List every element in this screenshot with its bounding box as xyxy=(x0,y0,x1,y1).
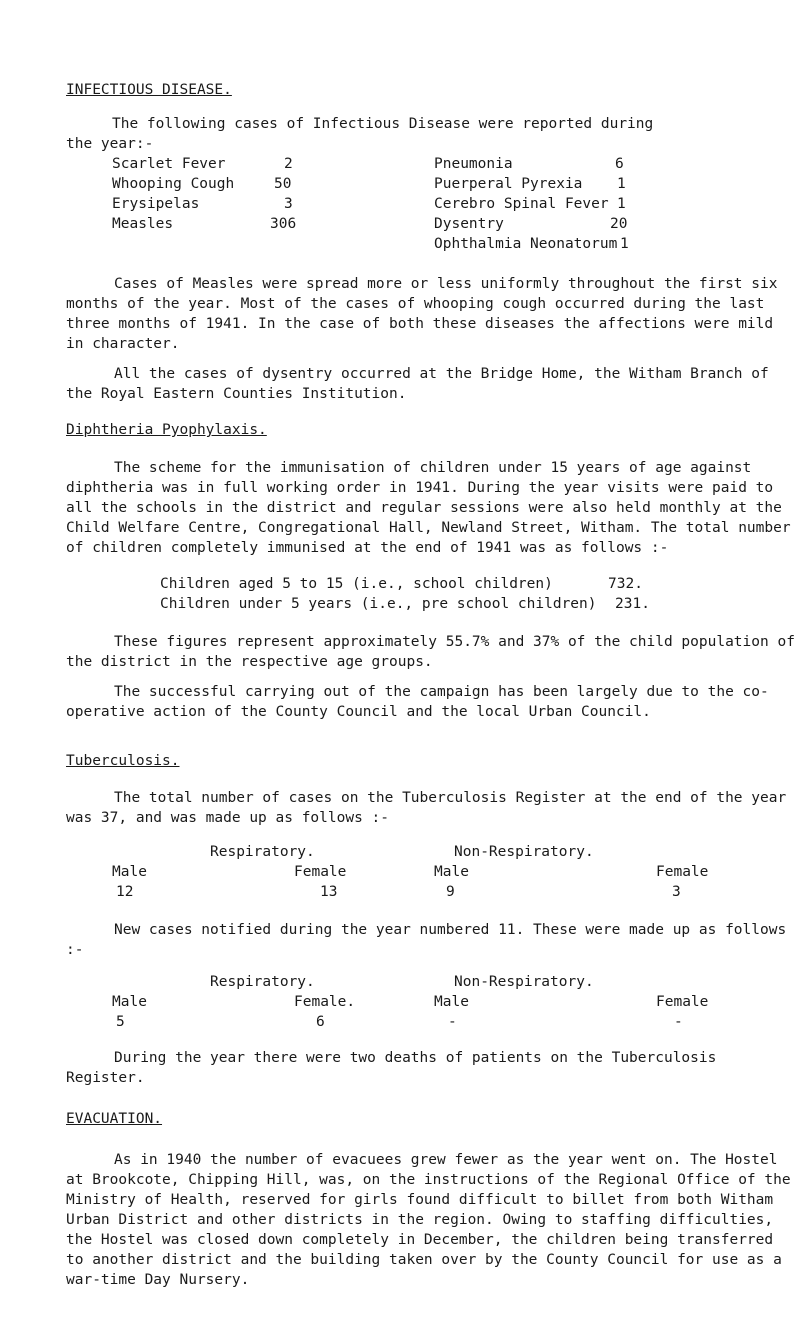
column-female: Female xyxy=(656,994,709,1010)
disease-count: 50 xyxy=(274,176,292,192)
immunised-value: 231. xyxy=(615,596,650,612)
column-female: Female xyxy=(294,864,347,880)
disease-name: Whooping Cough xyxy=(112,176,235,192)
cell-value: - xyxy=(448,1014,457,1030)
immunised-value: 732. xyxy=(608,576,643,592)
column-male: Male xyxy=(434,994,469,1010)
cell-value: 9 xyxy=(446,884,455,900)
paragraph-success: The successful carrying out of the campaign has been largely due to the co-operative action of the County Council and the local Urban Council. xyxy=(66,684,769,720)
disease-name: Dysentry xyxy=(434,216,504,232)
heading-tuberculosis: Tuberculosis. xyxy=(66,753,180,769)
column-female: Female xyxy=(656,864,709,880)
paragraph-dysentry: All the cases of dysentry occurred at the Bridge Home, the Witham Branch of the Royal Eastern Counties Institution. xyxy=(66,366,769,402)
disease-count: 20 xyxy=(610,216,628,232)
column-group-respiratory: Respiratory. xyxy=(210,844,315,860)
disease-name: Ophthalmia Neonatorum xyxy=(434,236,618,252)
cell-value: 6 xyxy=(316,1014,325,1030)
disease-count: 3 xyxy=(284,196,293,212)
heading-infectious-disease: INFECTIOUS DISEASE. xyxy=(66,82,232,98)
disease-name: Cerebro Spinal Fever xyxy=(434,196,609,212)
paragraph-new-cases: New cases notified during the year numbered 11. These were made up as follows :- xyxy=(66,922,787,958)
disease-name: Erysipelas xyxy=(112,196,200,212)
column-female: Female. xyxy=(294,994,356,1010)
disease-count: 1 xyxy=(617,176,626,192)
column-male: Male xyxy=(112,994,147,1010)
disease-name: Pneumonia xyxy=(434,156,513,172)
cell-value: 13 xyxy=(320,884,338,900)
column-male: Male xyxy=(112,864,147,880)
cell-value: 3 xyxy=(672,884,681,900)
paragraph-figures: These figures represent approximately 55.7% and 37% of the child population of the district in the respective age groups. xyxy=(66,634,795,670)
column-group-non-respiratory: Non-Respiratory. xyxy=(454,974,594,990)
column-male: Male xyxy=(434,864,469,880)
disease-count: 1 xyxy=(620,236,629,252)
paragraph-immunisation-scheme: The scheme for the immunisation of children under 15 years of age against diphtheria was in full working order in 1941. During the year visits were paid to all the schools in the district and regular sessions were also held monthly at the Child Welfare Centre, Congregational Hall, Newland Street, Witham. The total number of children completely immunised at the end of 1941 was as follows :- xyxy=(66,460,791,556)
disease-count: 1 xyxy=(617,196,626,212)
heading-diphtheria: Diphtheria Pyophylaxis. xyxy=(66,422,267,438)
disease-name: Scarlet Fever xyxy=(112,156,226,172)
paragraph-tb-register: The total number of cases on the Tuberculosis Register at the end of the year was 37, and was made up as follows :- xyxy=(66,790,787,826)
disease-name: Measles xyxy=(112,216,174,232)
paragraph-deaths: During the year there were two deaths of patients on the Tuberculosis Register. xyxy=(66,1050,717,1086)
heading-evacuation: EVACUATION. xyxy=(66,1111,163,1127)
cell-value: 5 xyxy=(116,1014,125,1030)
disease-name: Puerperal Pyrexia xyxy=(434,176,583,192)
immunised-label: Children aged 5 to 15 (i.e., school children) xyxy=(160,576,553,592)
column-group-respiratory: Respiratory. xyxy=(210,974,315,990)
intro-line-1: The following cases of Infectious Disease were reported during xyxy=(112,116,654,132)
disease-count: 2 xyxy=(284,156,293,172)
cell-value: 12 xyxy=(116,884,134,900)
column-group-non-respiratory: Non-Respiratory. xyxy=(454,844,594,860)
cell-value: - xyxy=(674,1014,683,1030)
disease-count: 306 xyxy=(270,216,297,232)
paragraph-evacuation: As in 1940 the number of evacuees grew fewer as the year went on. The Hostel at Brookcote, Chipping Hill, was, on the instructions of the Regional Office of the Ministry of Health, reserved for girls found difficult to billet from both Witham Urban District and other districts in the region. Owing to staffing difficulties, the Hostel was closed down completely in December, the children being transferred to another district and the building taken over by the County Council for use as a war-time Day Nursery. xyxy=(66,1152,791,1288)
immunised-label: Children under 5 years (i.e., pre school children) xyxy=(160,596,597,612)
disease-count: 6 xyxy=(615,156,624,172)
paragraph-measles: Cases of Measles were spread more or less uniformly throughout the first six months of the year. Most of the cases of whooping cough occurred during the last three months of 1941. In the case of both these diseases the affections were mild in character. xyxy=(66,276,778,352)
intro-line-2: the year:- xyxy=(66,136,154,152)
